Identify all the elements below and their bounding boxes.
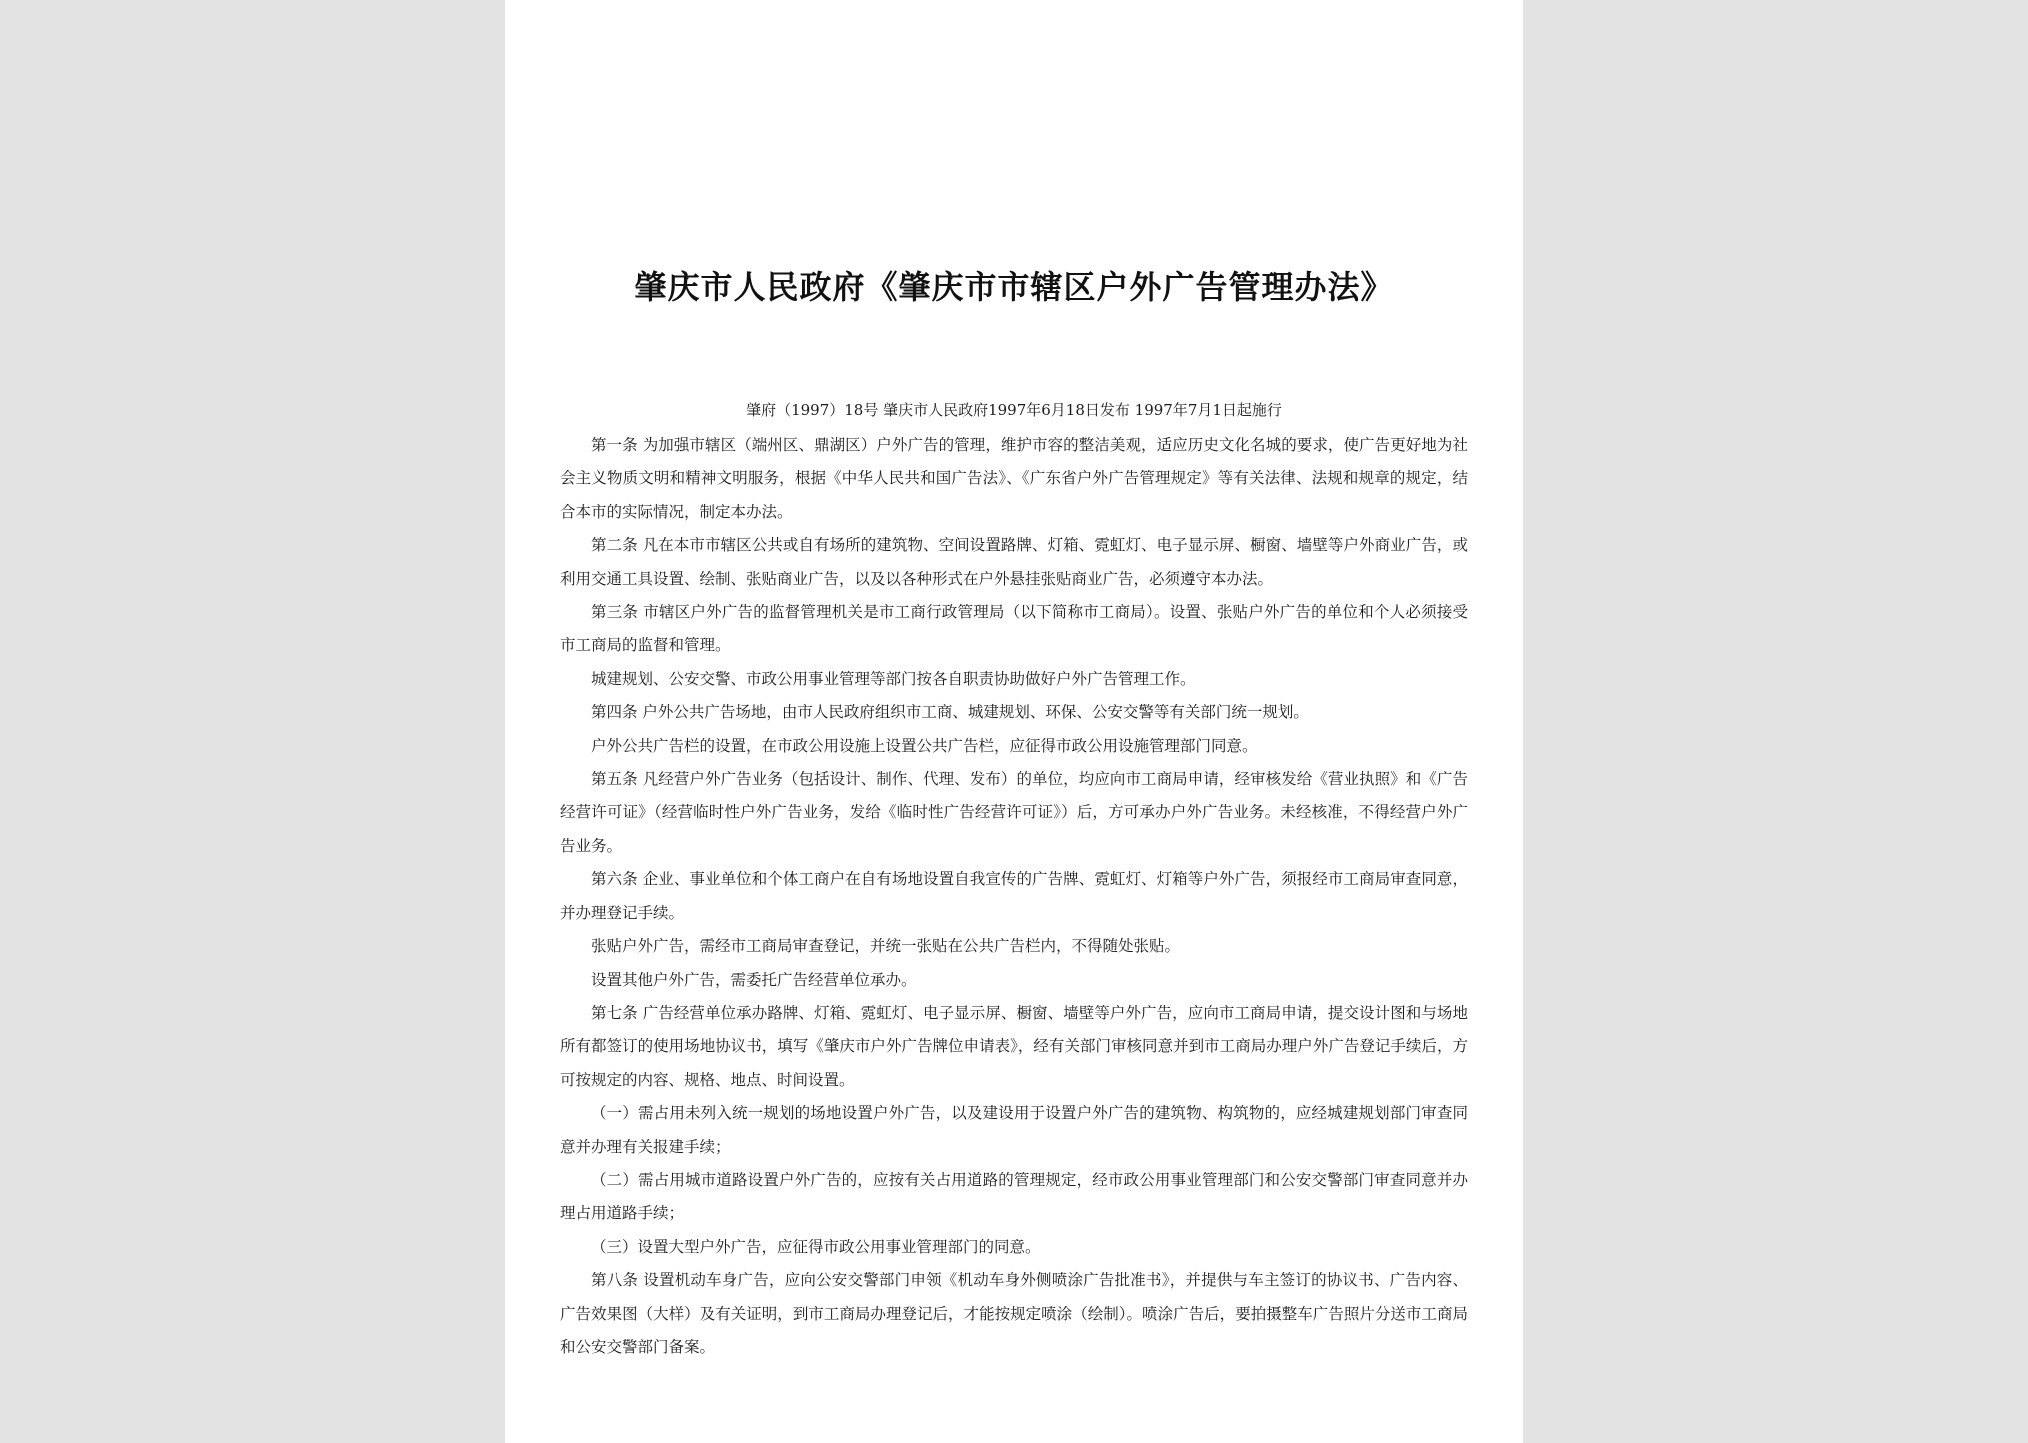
paragraph-article-2: 第二条 凡在本市市辖区公共或自有场所的建筑物、空间设置路牌、灯箱、霓虹灯、电子显示屏、橱窗、墙壁等户外商业广告，或利用交通工具设置、绘制、张贴商业广告，以及以各种形式在户外悬挂张贴商业广告，必须遵守本办法。 <box>560 536 1468 588</box>
document-page <box>505 0 1523 1443</box>
document-issuance-info: 肇府（1997）18号 肇庆市人民政府1997年6月18日发布 1997年7月1日起施行 <box>746 401 1282 419</box>
paragraph-article-4: 第四条 户外公共广告场地，由市人民政府组织市工商、城建规划、环保、公安交警等有关部门统一规划。 <box>591 703 1309 722</box>
paragraph-article-7: 第七条 广告经营单位承办路牌、灯箱、霓虹灯、电子显示屏、橱窗、墙壁等户外广告，应向市工商局申请，提交设计图和与场地所有都签订的使用场地协议书，填写《肇庆市户外广告牌位申请表》，经有关部门审核同意并到市工商局办理户外广告登记手续后，方可按规定的内容、规格、地点、时间设置。 <box>560 1003 1468 1089</box>
paragraph-article-6: 第六条 企业、事业单位和个体工商户在自有场地设置自我宣传的广告牌、霓虹灯、灯箱等户外广告，须报经市工商局审查同意，并办理登记手续。 <box>560 870 1468 922</box>
document-title: 肇庆市人民政府《肇庆市市辖区户外广告管理办法》 <box>634 268 1394 306</box>
paragraph-article-7-item-2: （二）需占用城市道路设置户外广告的，应按有关占用道路的管理规定，经市政公用事业管理部门和公安交警部门审查同意并办理占用道路手续； <box>560 1170 1468 1223</box>
paragraph-article-7-item-3: （三）设置大型户外广告，应征得市政公用事业管理部门的同意。 <box>591 1237 1041 1256</box>
paragraph-article-4-b: 户外公共广告栏的设置，在市政公用设施上设置公共广告栏，应征得市政公用设施管理部门同意。 <box>591 736 1258 755</box>
document-body <box>560 429 1468 1364</box>
paragraph-article-8: 第八条 设置机动车身广告，应向公安交警部门申领《机动车身外侧喷涂广告批准书》，并提供与车主签订的协议书、广告内容、广告效果图（大样）及有关证明，到市工商局办理登记后，才能按规定喷涂（绘制）。喷涂广告后，要拍摄整车广告照片分送市工商局和公安交警部门备案。 <box>560 1271 1468 1356</box>
paragraph-article-3-b: 城建规划、公安交警、市政公用事业管理等部门按各自职责协助做好户外广告管理工作。 <box>591 669 1196 688</box>
paragraph-article-7-item-1: （一）需占用未列入统一规划的场地设置户外广告，以及建设用于设置户外广告的建筑物、构筑物的，应经城建规划部门审查同意并办理有关报建手续； <box>560 1104 1468 1156</box>
paragraph-article-6-c: 设置其他户外广告，需委托广告经营单位承办。 <box>591 970 917 989</box>
paragraph-article-1: 第一条 为加强市辖区（端州区、鼎湖区）户外广告的管理，维护市容的整洁美观，适应历史文化名城的要求，使广告更好地为社会主义物质文明和精神文明服务，根据《中华人民共和国广告法》、《广东省户外广告管理规定》等有关法律、法规和规章的规定，结合本市的实际情况，制定本办法。 <box>560 436 1468 521</box>
paragraph-article-6-b: 张贴户外广告，需经市工商局审查登记，并统一张贴在公共广告栏内，不得随处张贴。 <box>591 937 1181 956</box>
paragraph-article-3: 第三条 市辖区户外广告的监督管理机关是市工商行政管理局（以下简称市工商局）。设置、张贴户外广告的单位和个人必须接受市工商局的监督和管理。 <box>560 603 1468 655</box>
paragraph-article-5: 第五条 凡经营户外广告业务（包括设计、制作、代理、发布）的单位，均应向市工商局申请，经审核发给《营业执照》和《广告经营许可证》（经营临时性户外广告业务，发给《临时性广告经营许可证》）后，方可承办户外广告业务。未经核准，不得经营户外广告业务。 <box>560 770 1468 855</box>
